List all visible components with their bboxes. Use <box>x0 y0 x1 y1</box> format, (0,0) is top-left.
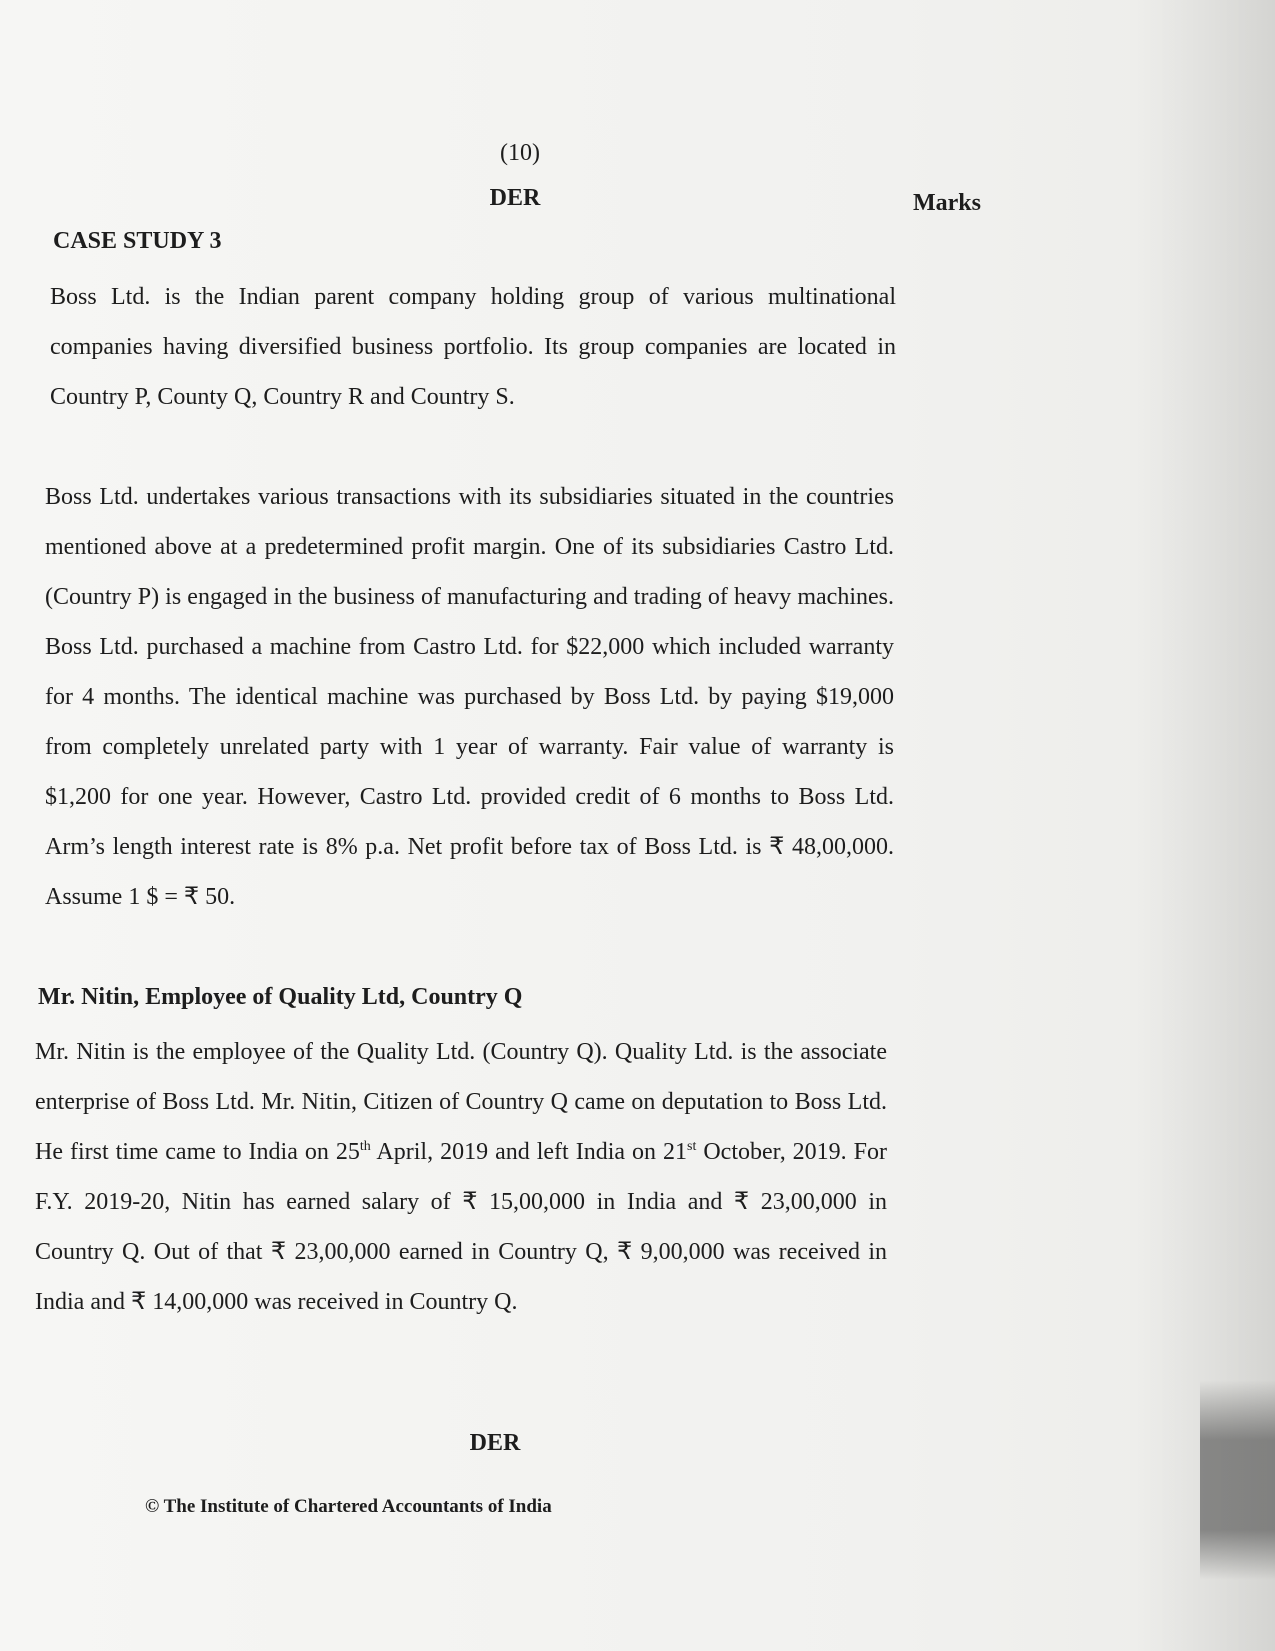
case-study-paragraph-1: Boss Ltd. is the Indian parent company holding group of various multinational companies having diversified business portfolio. Its group companies are located in Country P, County Q, Country R and Country S. <box>50 284 896 410</box>
footer-code: DER <box>469 1430 521 1456</box>
marks-label: Marks <box>913 190 981 216</box>
page-edge-dark-strip <box>1200 1380 1275 1580</box>
footer-copyright: © The Institute of Chartered Accountants of India <box>145 1496 552 1517</box>
case-study-heading: CASE STUDY 3 <box>53 228 222 254</box>
superscript-th: th <box>359 1139 371 1154</box>
page-number: (10) <box>500 140 540 166</box>
superscript-st: st <box>687 1139 697 1154</box>
nitin-paragraph <box>35 1027 887 1327</box>
nitin-text-part-2: April, 2019 and left India on 21 <box>370 1139 688 1165</box>
nitin-text-part-1: Mr. Nitin is the employee of the Quality Ltd. (Country Q). Quality Ltd. is the associate enterprise of Boss Ltd. Mr. Nitin, Citizen of Country Q came on deputation to Boss Ltd. He first time came to India on 25 <box>35 1039 887 1165</box>
case-study-paragraph-2: Boss Ltd. undertakes various transactions with its subsidiaries situated in the countries mentioned above at a predetermined profit margin. One of its subsidiaries Castro Ltd. (Country P) is engaged in the business of manufacturing and trading of heavy machines. Boss Ltd. purchased a machine from Castro Ltd. for $22,000 which included warranty for 4 months. The identical machine was purchased by Boss Ltd. by paying $19,000 from completely unrelated party with 1 year of warranty. Fair value of warranty is $1,200 for one year. However, Castro Ltd. provided credit of 6 months to Boss Ltd. Arm’s length interest rate is 8% p.a. Net profit before tax of Boss Ltd. is ₹ 48,00,000. Assume 1 $ = ₹ 50. <box>45 484 894 910</box>
header-code: DER <box>489 185 541 211</box>
nitin-text-part-3: October, 2019. For F.Y. 2019-20, Nitin has earned salary of ₹ 15,00,000 in India and ₹ 23,00,000 in Country Q. Out of that ₹ 23,00,000 earned in Country Q, ₹ 9,00,000 was received in India and ₹ 14,00,000 was received in Country Q. <box>35 1139 888 1315</box>
section-heading-nitin: Mr. Nitin, Employee of Quality Ltd, Country Q <box>38 984 523 1010</box>
